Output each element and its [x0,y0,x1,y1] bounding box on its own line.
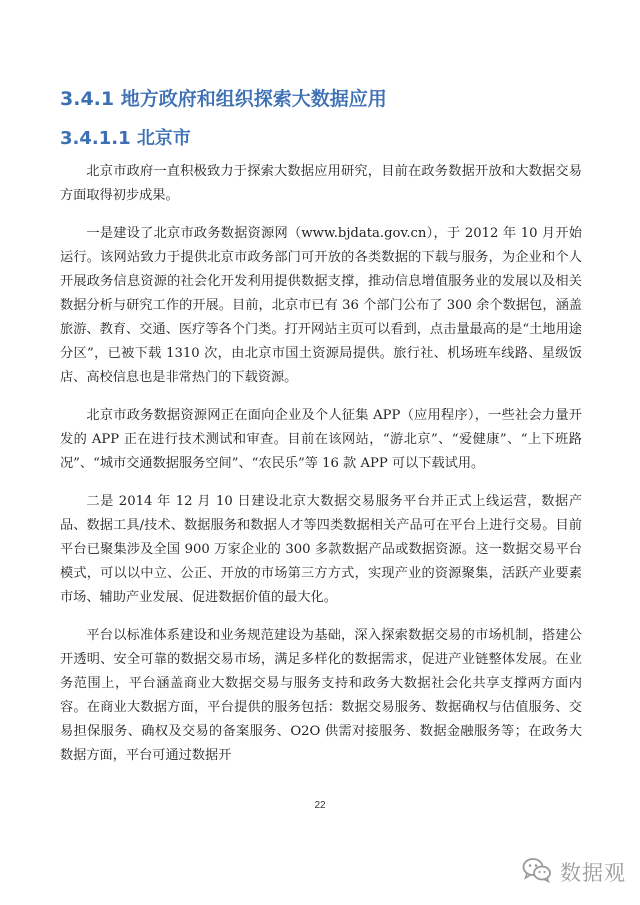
paragraph: 北京市政府一直积极致力于探索大数据应用研究，目前在政务数据开放和大数据交易方面取得初步成果。 [60,164,582,203]
watermark [522,852,626,892]
paragraph: 一是建设了北京市政务数据资源网（www.bjdata.gov.cn），于 2012 年 10 月开始运行。该网站致力于提供北京市政务部门可开放的各类数据的下载与服务，为企业和个人开展政务信息资源的社会化开发利用提供数据支撑，推动信息增值服务业的发展以及相关数据分析与研究工作的开展。目前，北京市已有 36 个部门公布了 300 余个数据包，涵盖旅游、教育、交通、医疗等各个门类。打开网站主页可以看到，点击量最高的是“土地用途分区”，已被下载 1310 次，由北京市国土资源局提供。旅行社、机场班车线路、星级饭店、高校信息也是非常热门的下载资源。 [60,226,582,385]
page-number: 22 [314,800,326,811]
paragraph: 平台以标准体系建设和业务规范建设为基础，深入探索数据交易的市场机制，搭建公开透明、安全可靠的数据交易市场，满足多样化的数据需求，促进产业链整体发展。在业务范围上，平台涵盖商业大数据交易与服务支持和政务大数据社会化共享支撑两方面内容。在商业大数据方面，平台提供的服务包括：数据交易服务、数据确权与估值服务、交易担保服务、确权及交易的备案服务、O2O 供需对接服务、数据金融服务等；在政务大数据方面，平台可通过数据开 [60,628,582,763]
body-text [60,160,582,782]
watermark-text: 数据观 [560,861,626,885]
section-heading: 3.4.1 地方政府和组织探索大数据应用 [60,88,387,110]
paragraph: 二是 2014 年 12 月 10 日建设北京大数据交易服务平台并正式上线运营，数据产品、数据工具/技术、数据服务和数据人才等四类数据相关产品可在平台上进行交易。目前平台已聚集涉及全国 900 万家企业的 300 多款数据产品或数据资源。这一数据交易平台模式，可以以中立、公正、开放的市场第三方方式，实现产业的资源聚集，活跃产业要素市场、辅助产业发展、促进数据价值的最大化。 [60,494,582,605]
wechat-icon [522,857,552,887]
subsection-heading: 3.4.1.1 北京市 [60,128,191,149]
paragraph: 北京市政务数据资源网正在面向企业及个人征集 APP（应用程序），一些社会力量开发的 APP 正在进行技术测试和审查。目前在该网站，“游北京”、“爱健康”、“上下班路况”、“城市交通数据服务空间”、“农民乐”等 16 款 APP 可以下载试用。 [60,408,582,471]
